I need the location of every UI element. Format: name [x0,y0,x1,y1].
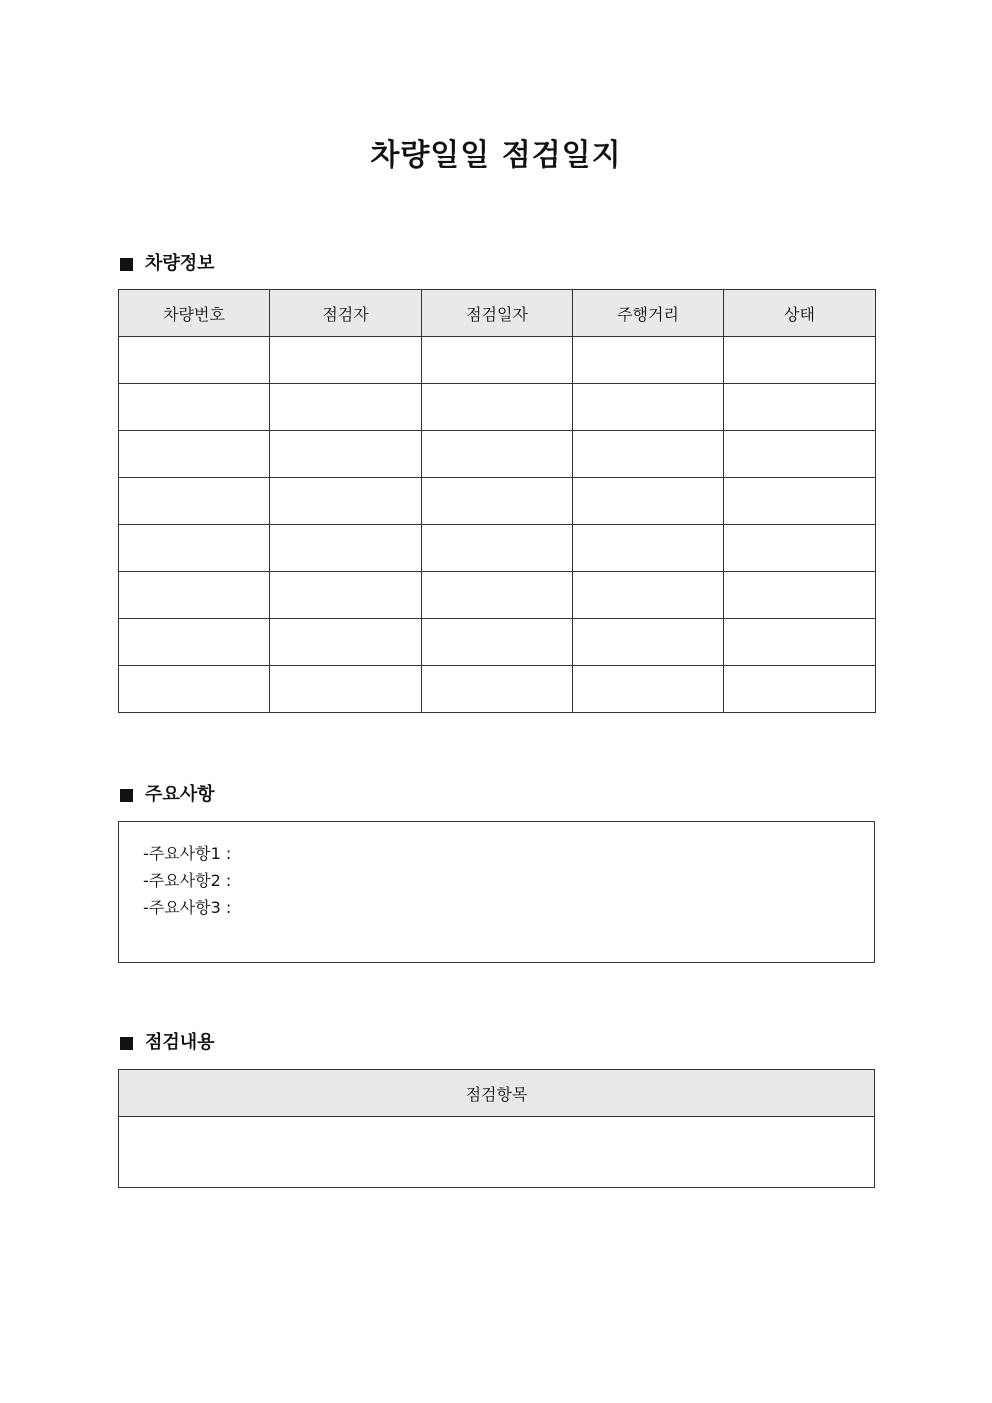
table-cell[interactable] [573,337,724,384]
note-item: -주요사항1 : [143,844,232,863]
table-cell[interactable] [422,431,573,478]
table-cell[interactable] [724,337,876,384]
table-cell[interactable] [724,666,876,713]
column-header-inspector: 점검자 [270,290,422,337]
document-title: 차량일일 점검일지 [370,138,622,173]
table-cell[interactable] [422,384,573,431]
inspection-table [118,1069,875,1188]
table-header-row [119,1070,875,1117]
table-cell[interactable] [119,431,270,478]
table-row [119,619,876,666]
column-header-inspection-items: 점검항목 [119,1070,875,1117]
table-cell[interactable] [270,384,422,431]
table-cell[interactable] [724,478,876,525]
table-cell[interactable] [119,572,270,619]
table-cell[interactable] [422,666,573,713]
table-cell[interactable] [270,337,422,384]
column-header-mileage: 주행거리 [573,290,724,337]
table-cell[interactable] [573,431,724,478]
table-cell[interactable] [573,525,724,572]
table-row [119,431,876,478]
notes-box[interactable] [118,821,875,963]
table-cell[interactable] [119,384,270,431]
table-cell[interactable] [119,525,270,572]
vehicle-info-heading [120,252,215,276]
table-row [119,337,876,384]
table-cell[interactable] [724,619,876,666]
inspection-content-cell[interactable] [119,1117,875,1188]
notes-heading [120,783,215,807]
table-row [119,572,876,619]
square-bullet-icon [120,1037,133,1050]
vehicle-info-table [118,289,876,713]
table-row [119,525,876,572]
table-cell[interactable] [724,572,876,619]
table-cell[interactable] [573,384,724,431]
table-cell[interactable] [422,337,573,384]
table-cell[interactable] [119,666,270,713]
table-cell[interactable] [724,431,876,478]
notes-list [119,822,874,921]
table-cell[interactable] [573,666,724,713]
table-cell[interactable] [573,478,724,525]
column-header-vehicle-number: 차량번호 [119,290,270,337]
vehicle-info-heading-label: 차량정보 [145,253,215,274]
table-cell[interactable] [119,478,270,525]
square-bullet-icon [120,789,133,802]
table-header-row [119,290,876,337]
notes-heading-label: 주요사항 [145,784,215,805]
table-row [119,1117,875,1188]
inspection-heading-label: 점검내용 [145,1032,215,1053]
table-cell[interactable] [270,431,422,478]
table-cell[interactable] [573,572,724,619]
table-cell[interactable] [119,619,270,666]
table-cell[interactable] [270,525,422,572]
column-header-status: 상태 [724,290,876,337]
note-item: -주요사항2 : [143,871,232,890]
table-cell[interactable] [422,525,573,572]
table-cell[interactable] [270,619,422,666]
table-cell[interactable] [573,619,724,666]
table-cell[interactable] [724,525,876,572]
table-cell[interactable] [270,666,422,713]
inspection-heading [120,1031,215,1055]
square-bullet-icon [120,258,133,271]
table-cell[interactable] [119,337,270,384]
table-row [119,384,876,431]
table-row [119,478,876,525]
table-row [119,666,876,713]
column-header-inspection-date: 점검일자 [422,290,573,337]
table-cell[interactable] [270,572,422,619]
table-cell[interactable] [422,619,573,666]
table-cell[interactable] [422,572,573,619]
note-item: -주요사항3 : [143,898,232,917]
table-cell[interactable] [270,478,422,525]
table-cell[interactable] [422,478,573,525]
table-cell[interactable] [724,384,876,431]
